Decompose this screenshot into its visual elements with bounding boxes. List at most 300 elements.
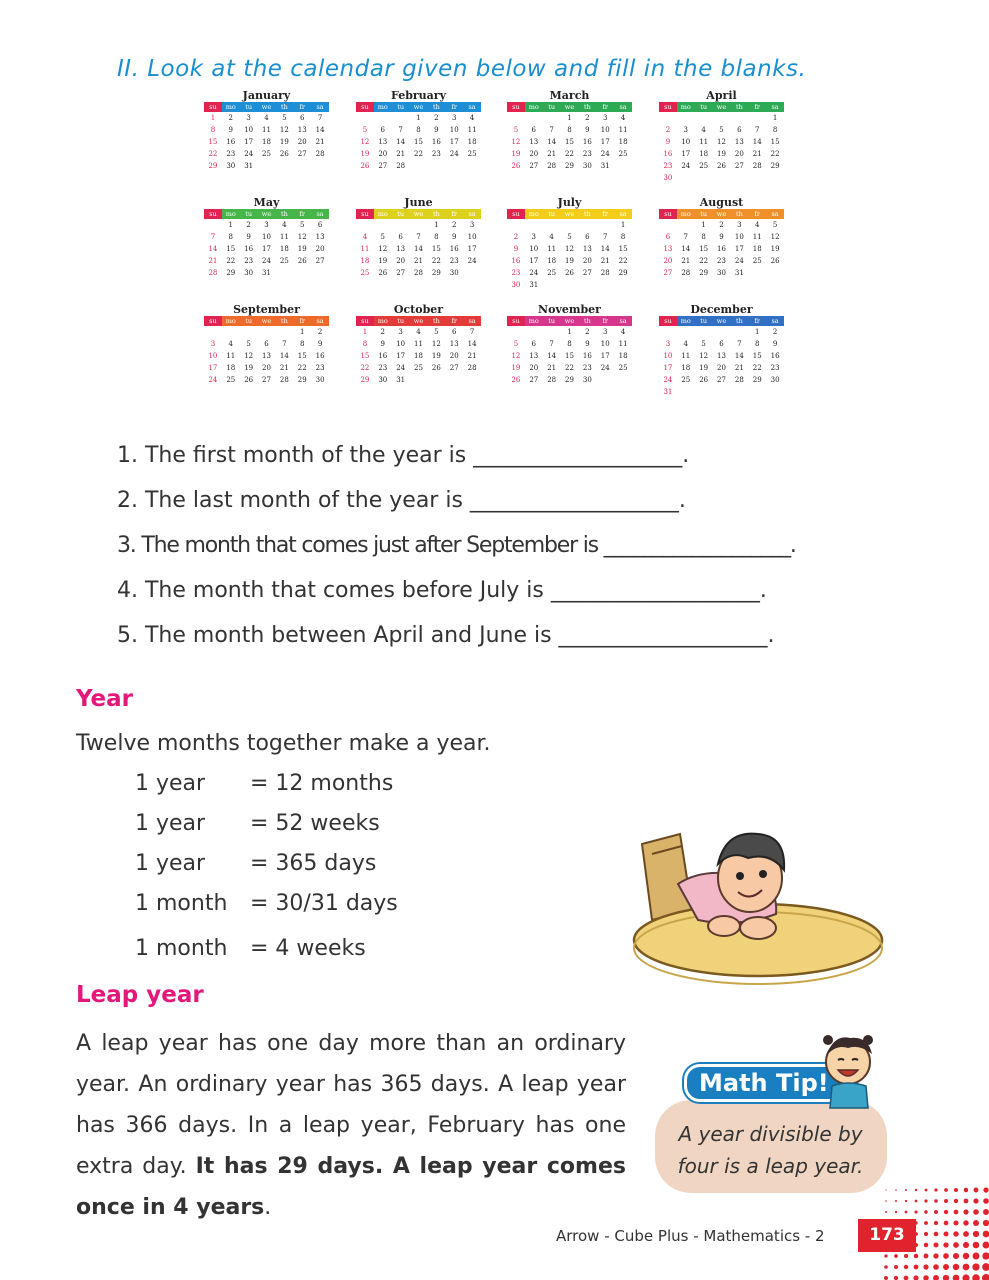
- weekday-header: [356, 209, 481, 219]
- weekday-label: fr: [754, 317, 760, 325]
- dot: [982, 1263, 989, 1271]
- dot: [973, 1253, 980, 1260]
- day-cell: 11: [618, 126, 628, 134]
- weekday-label: tu: [548, 210, 556, 218]
- weekday-label: fr: [754, 103, 760, 111]
- dot: [973, 1231, 979, 1237]
- day-cell: 20: [297, 138, 307, 146]
- day-cell: [766, 267, 784, 279]
- day-cell: 24: [262, 257, 271, 265]
- day-cell: 9: [585, 340, 590, 348]
- day-cell: 30: [582, 162, 592, 170]
- day-cell: 25: [279, 257, 289, 265]
- day-cell: [525, 326, 543, 338]
- day-cell: 5: [282, 114, 287, 122]
- day-cell: 10: [734, 233, 744, 241]
- week-row: [659, 338, 784, 350]
- fact-left: 1 year: [135, 851, 206, 876]
- day-cell: 19: [770, 245, 780, 253]
- weekday-label: su: [507, 316, 525, 326]
- day-cell: 9: [772, 340, 778, 348]
- week-row: [356, 255, 481, 267]
- day-cell: 14: [414, 245, 423, 253]
- month-name: February: [390, 89, 446, 102]
- day-cell: 17: [681, 150, 691, 158]
- day-cell: 11: [618, 340, 628, 348]
- day-cell: 12: [297, 233, 307, 241]
- weekday-label: th: [432, 317, 440, 325]
- day-cell: 16: [663, 150, 673, 158]
- day-cell: 24: [734, 257, 744, 265]
- dot: [895, 1211, 897, 1213]
- day-cell: 4: [620, 114, 626, 122]
- day-cell: 18: [467, 138, 477, 146]
- weekday-label: su: [659, 209, 677, 219]
- dot: [983, 1187, 988, 1192]
- weekday-header: [659, 102, 784, 112]
- day-cell: 19: [511, 150, 521, 158]
- weekday-label: we: [261, 103, 272, 111]
- day-cell: 22: [770, 150, 780, 158]
- day-cell: [356, 219, 374, 231]
- weekday-label: we: [564, 103, 575, 111]
- calendar-november: [507, 303, 632, 386]
- week-row: [507, 219, 632, 231]
- day-cell: 17: [663, 364, 673, 372]
- day-cell: [677, 326, 695, 338]
- month-name: April: [706, 89, 737, 102]
- day-cell: 22: [208, 150, 218, 158]
- day-cell: 18: [262, 138, 271, 146]
- day-cell: 1: [567, 114, 572, 122]
- day-cell: [561, 219, 579, 231]
- weekday-label: we: [261, 317, 272, 325]
- day-cell: 29: [431, 269, 441, 277]
- day-cell: 10: [396, 340, 406, 348]
- month-name: July: [557, 196, 582, 209]
- day-cell: 6: [398, 233, 403, 241]
- month-name: June: [404, 196, 433, 209]
- day-cell: 10: [449, 126, 459, 134]
- week-row: [204, 136, 329, 148]
- day-cell: 2: [585, 114, 590, 122]
- dot: [953, 1264, 959, 1270]
- day-cell: 11: [752, 233, 762, 241]
- day-cell: [410, 374, 428, 386]
- dot: [913, 1275, 918, 1280]
- weekday-header: [356, 102, 481, 112]
- day-cell: [258, 160, 276, 172]
- dot: [943, 1253, 949, 1259]
- day-cell: 23: [449, 257, 459, 265]
- fact-right: = 12 months: [250, 771, 394, 796]
- day-cell: 6: [719, 340, 724, 348]
- day-cell: 2: [772, 328, 778, 336]
- week-row: [659, 386, 784, 398]
- day-cell: 5: [701, 340, 706, 348]
- day-cell: 18: [547, 257, 557, 265]
- weekday-label: mo: [528, 103, 539, 111]
- week-row: [204, 362, 329, 374]
- day-cell: 12: [511, 138, 521, 146]
- day-cell: 12: [770, 233, 780, 241]
- dot: [914, 1254, 918, 1258]
- day-cell: 31: [262, 269, 271, 277]
- week-row: [507, 279, 632, 291]
- week-row: [204, 267, 329, 279]
- leap-year-paragraph: A leap year has one day more than an ordinary year. An ordinary year has 365 days. A leap year has 366 days. In a leap year, February has one extra day. It has 29 days. A leap year comes once in 4 years.: [76, 1031, 626, 1220]
- exercise-heading: II. Look at the calendar given below and fill in the blanks.: [117, 56, 807, 82]
- day-cell: 16: [315, 352, 325, 360]
- day-cell: 13: [396, 245, 406, 253]
- weekday-label: su: [356, 316, 374, 326]
- day-cell: 15: [414, 138, 423, 146]
- day-cell: 15: [208, 138, 218, 146]
- weekday-label: we: [413, 210, 424, 218]
- day-cell: 6: [531, 340, 537, 348]
- question-1: 1. The first month of the year is ___________________.: [117, 443, 690, 468]
- day-cell: 18: [618, 138, 628, 146]
- dot: [973, 1198, 978, 1203]
- day-cell: 4: [469, 114, 475, 122]
- weekday-header: [356, 316, 481, 326]
- day-cell: 4: [620, 328, 626, 336]
- dot: [925, 1189, 928, 1192]
- day-cell: 18: [414, 352, 423, 360]
- dot: [923, 1264, 928, 1269]
- day-cell: 13: [378, 138, 388, 146]
- day-cell: 4: [754, 221, 760, 229]
- day-cell: 28: [547, 376, 557, 384]
- calendar-july: [507, 196, 632, 291]
- calendar-september: [204, 303, 329, 386]
- day-cell: 7: [683, 233, 689, 241]
- day-cell: 14: [208, 245, 218, 253]
- day-cell: [543, 279, 561, 291]
- day-cell: 12: [279, 126, 289, 134]
- day-cell: 7: [317, 114, 323, 122]
- fact-right: = 365 days: [250, 851, 377, 876]
- day-cell: 28: [681, 269, 691, 277]
- day-cell: 10: [600, 126, 610, 134]
- day-cell: 30: [226, 162, 236, 170]
- day-cell: 22: [297, 364, 307, 372]
- dot: [905, 1200, 907, 1202]
- week-row: [507, 243, 632, 255]
- day-cell: 29: [360, 376, 370, 384]
- day-cell: 8: [701, 233, 706, 241]
- dot: [904, 1265, 908, 1269]
- week-row: [356, 338, 481, 350]
- day-cell: 19: [360, 150, 370, 158]
- weekday-label: tu: [397, 210, 405, 218]
- week-row: [356, 219, 481, 231]
- dot: [924, 1210, 928, 1214]
- week-row: [356, 231, 481, 243]
- weekday-label: mo: [680, 210, 691, 218]
- weekday-label: mo: [225, 103, 236, 111]
- weekday-label: tu: [245, 210, 253, 218]
- day-cell: [578, 219, 596, 231]
- day-cell: 2: [513, 233, 519, 241]
- day-cell: 13: [315, 233, 325, 241]
- day-cell: 17: [600, 352, 610, 360]
- day-cell: 3: [683, 126, 689, 134]
- weekday-header: [659, 209, 784, 219]
- calendar-march: [507, 89, 632, 172]
- day-cell: 7: [416, 233, 421, 241]
- day-cell: [543, 112, 561, 124]
- day-cell: [525, 219, 543, 231]
- day-cell: 21: [752, 150, 762, 158]
- day-cell: 28: [208, 269, 218, 277]
- dot: [953, 1253, 959, 1259]
- weekday-label: su: [204, 316, 222, 326]
- day-cell: 13: [734, 138, 744, 146]
- day-cell: 8: [228, 233, 234, 241]
- day-cell: 14: [396, 138, 406, 146]
- day-cell: 10: [663, 352, 673, 360]
- dot: [972, 1274, 980, 1280]
- day-cell: 2: [719, 221, 724, 229]
- week-row: [356, 243, 481, 255]
- day-cell: [392, 219, 410, 231]
- day-cell: 19: [717, 150, 726, 158]
- day-cell: 28: [467, 364, 477, 372]
- dot: [953, 1220, 958, 1225]
- day-cell: 13: [529, 138, 539, 146]
- dot: [904, 1254, 908, 1258]
- day-cell: 18: [618, 352, 628, 360]
- calendar-august: [659, 196, 784, 279]
- day-cell: 17: [529, 257, 539, 265]
- weekday-label: tu: [397, 317, 405, 325]
- week-row: [356, 362, 481, 374]
- day-cell: 8: [434, 233, 439, 241]
- weekday-label: fr: [299, 103, 305, 111]
- weekday-label: sa: [468, 317, 476, 325]
- day-cell: 7: [602, 233, 608, 241]
- day-cell: 23: [717, 257, 726, 265]
- week-row: [659, 350, 784, 362]
- week-row: [507, 338, 632, 350]
- day-cell: 19: [378, 257, 388, 265]
- day-cell: 10: [208, 352, 218, 360]
- day-cell: 27: [529, 162, 539, 170]
- day-cell: 19: [279, 138, 289, 146]
- day-cell: 16: [226, 138, 236, 146]
- day-cell: [561, 279, 579, 291]
- weekday-label: mo: [680, 317, 691, 325]
- weekday-label: sa: [771, 103, 779, 111]
- day-cell: 13: [262, 352, 271, 360]
- day-cell: 20: [529, 364, 539, 372]
- day-cell: 18: [360, 257, 370, 265]
- dot: [944, 1199, 948, 1203]
- weekday-label: fr: [602, 210, 608, 218]
- day-cell: 3: [210, 340, 216, 348]
- day-cell: 23: [315, 364, 325, 372]
- dot: [934, 1199, 938, 1203]
- day-cell: 16: [449, 245, 459, 253]
- day-cell: 27: [582, 269, 592, 277]
- day-cell: [525, 112, 543, 124]
- day-cell: 8: [620, 233, 626, 241]
- dot: [983, 1242, 989, 1249]
- week-row: [204, 338, 329, 350]
- day-cell: [356, 112, 374, 124]
- day-cell: 2: [317, 328, 323, 336]
- day-cell: 20: [396, 257, 406, 265]
- day-cell: 12: [431, 340, 441, 348]
- week-row: [659, 136, 784, 148]
- weekday-label: we: [716, 210, 727, 218]
- day-cell: 1: [228, 221, 234, 229]
- week-row: [204, 160, 329, 172]
- dot: [953, 1275, 960, 1280]
- dot: [944, 1221, 949, 1226]
- fact-right: = 52 weeks: [250, 811, 380, 836]
- day-cell: 9: [380, 340, 386, 348]
- dot: [924, 1243, 929, 1248]
- day-cell: [659, 219, 677, 231]
- day-cell: 2: [434, 114, 439, 122]
- fact-left: 1 month: [135, 891, 228, 916]
- day-cell: 29: [752, 376, 762, 384]
- day-cell: 25: [699, 162, 709, 170]
- day-cell: [543, 326, 561, 338]
- weekday-label: sa: [468, 103, 476, 111]
- weekday-label: we: [413, 103, 424, 111]
- dot: [915, 1200, 918, 1203]
- calendar-april: [659, 89, 784, 184]
- day-cell: 11: [699, 138, 709, 146]
- day-cell: 31: [396, 376, 406, 384]
- day-cell: 20: [582, 257, 592, 265]
- day-cell: 23: [770, 364, 780, 372]
- dot: [963, 1242, 969, 1248]
- week-row: [507, 136, 632, 148]
- weekday-label: tu: [245, 317, 253, 325]
- dot: [914, 1265, 919, 1270]
- day-cell: 14: [547, 138, 557, 146]
- week-row: [659, 243, 784, 255]
- week-row: [659, 267, 784, 279]
- weekday-header: [507, 102, 632, 112]
- day-cell: 14: [734, 352, 744, 360]
- dot: [894, 1265, 898, 1269]
- day-cell: 14: [315, 126, 325, 134]
- day-cell: 8: [210, 126, 216, 134]
- day-cell: 24: [467, 257, 477, 265]
- day-cell: 5: [772, 221, 778, 229]
- day-cell: 2: [246, 221, 251, 229]
- week-row: [659, 172, 784, 184]
- day-cell: 7: [398, 126, 403, 134]
- day-cell: [677, 386, 695, 398]
- dot: [944, 1232, 949, 1237]
- day-cell: 25: [226, 376, 236, 384]
- day-cell: 30: [717, 269, 726, 277]
- day-cell: 15: [226, 245, 236, 253]
- question-2: 2. The last month of the year is ___________________.: [117, 488, 686, 513]
- day-cell: 4: [228, 340, 234, 348]
- day-cell: 22: [226, 257, 236, 265]
- weekday-label: th: [735, 317, 743, 325]
- dot: [884, 1265, 888, 1269]
- day-cell: 9: [451, 233, 457, 241]
- weekday-label: fr: [299, 317, 305, 325]
- day-cell: 12: [360, 138, 370, 146]
- day-cell: 15: [752, 352, 762, 360]
- day-cell: 30: [449, 269, 459, 277]
- weekday-label: mo: [377, 210, 388, 218]
- day-cell: 19: [565, 257, 574, 265]
- day-cell: 18: [752, 245, 762, 253]
- day-cell: [695, 172, 713, 184]
- dot: [934, 1188, 937, 1191]
- weekday-label: th: [432, 103, 440, 111]
- week-row: [356, 374, 481, 386]
- dot: [954, 1199, 958, 1203]
- day-cell: 27: [396, 269, 406, 277]
- week-row: [659, 231, 784, 243]
- day-cell: 26: [511, 162, 521, 170]
- day-cell: 9: [246, 233, 251, 241]
- dot: [924, 1221, 928, 1225]
- day-cell: 1: [299, 328, 305, 336]
- week-row: [507, 374, 632, 386]
- day-cell: 10: [244, 126, 254, 134]
- day-cell: 24: [600, 364, 610, 372]
- day-cell: [748, 267, 766, 279]
- dot: [894, 1254, 898, 1258]
- day-cell: 21: [547, 150, 557, 158]
- weekday-header: [204, 316, 329, 326]
- day-cell: 26: [378, 269, 388, 277]
- week-row: [507, 326, 632, 338]
- day-cell: [614, 279, 632, 291]
- day-cell: 29: [208, 162, 218, 170]
- month-name: November: [538, 303, 601, 316]
- day-cell: 30: [770, 376, 780, 384]
- day-cell: [730, 326, 748, 338]
- day-cell: 11: [467, 126, 477, 134]
- day-cell: 28: [734, 376, 744, 384]
- calendar-october: [356, 303, 481, 386]
- weekday-label: fr: [451, 317, 457, 325]
- day-cell: 13: [297, 126, 307, 134]
- weekday-header: [204, 209, 329, 219]
- day-cell: 27: [734, 162, 744, 170]
- weekday-label: su: [356, 102, 374, 112]
- week-row: [356, 160, 481, 172]
- month-name: September: [233, 303, 300, 316]
- day-cell: 8: [754, 340, 760, 348]
- dot: [924, 1254, 929, 1259]
- day-cell: 27: [315, 257, 325, 265]
- day-cell: 12: [244, 352, 254, 360]
- day-cell: 14: [600, 245, 610, 253]
- week-row: [507, 267, 632, 279]
- day-cell: 4: [282, 221, 287, 229]
- weekday-label: fr: [754, 210, 760, 218]
- day-cell: 25: [360, 269, 370, 277]
- dot: [885, 1200, 887, 1202]
- day-cell: 31: [600, 162, 610, 170]
- day-cell: 13: [663, 245, 673, 253]
- day-cell: 20: [663, 257, 673, 265]
